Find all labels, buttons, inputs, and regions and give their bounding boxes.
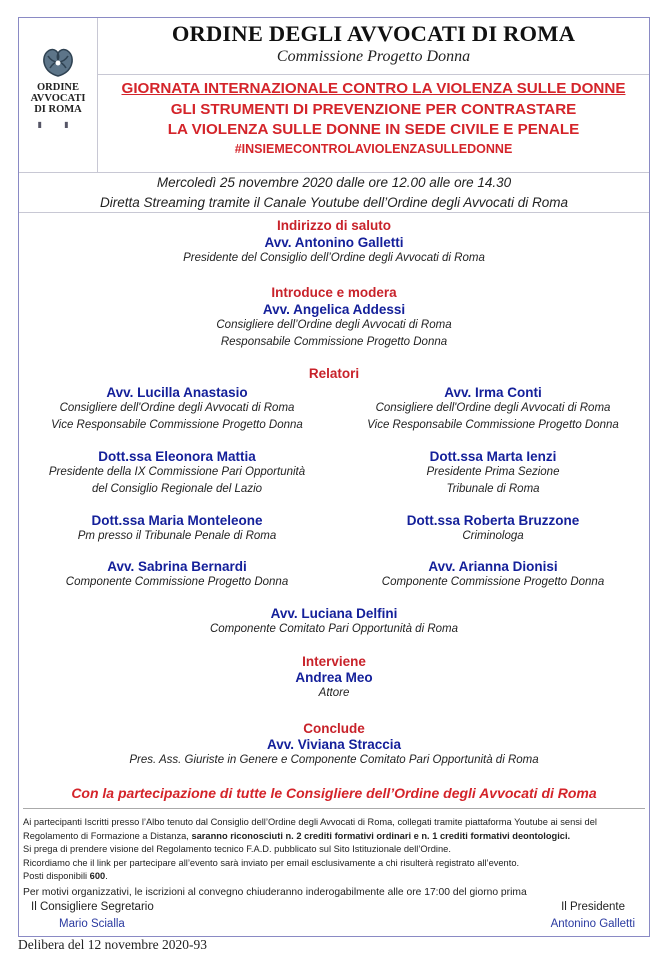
- person-name: Avv. Sabrina Bernardi: [107, 559, 247, 574]
- logo-marks-icon: ▮ ▮: [37, 120, 79, 129]
- person-role: Componente Commissione Progetto Donna: [65, 576, 289, 588]
- person-role: Pres. Ass. Giuriste in Genere e Componente Comitato Pari Opportunità di Roma: [129, 754, 539, 766]
- title-cell: [98, 18, 649, 172]
- note-line: Ai partecipanti Iscritti presso l’Albo tenuto dal Consiglio dell’Ordine degli Avvocati di Roma, collegati tramite piattaforma Youtube ai sensi del: [23, 817, 597, 827]
- person-name: Avv. Angelica Addessi: [262, 302, 406, 317]
- section-label: Relatori: [308, 366, 360, 381]
- section-label: Introduce e modera: [271, 285, 397, 300]
- person-role: Presidente del Consiglio dell’Ordine degli Avvocati di Roma: [183, 252, 485, 264]
- person-name: Dott.ssa Roberta Bruzzone: [406, 513, 580, 528]
- subtitle: Commissione Progetto Donna: [276, 48, 471, 65]
- seats-label: Posti disponibili: [23, 871, 90, 882]
- person-name: Avv. Arianna Dionisi: [428, 559, 558, 574]
- flyer-frame: [18, 17, 650, 937]
- event-when: [19, 172, 649, 213]
- person-role: Componente Comitato Pari Opportunità di Roma: [209, 623, 458, 635]
- person-name: Avv. Antonino Galletti: [264, 235, 404, 250]
- person-role: Criminologa: [462, 530, 524, 542]
- topic-line-1: GLI STRUMENTI DI PREVENZIONE PER CONTRASTARE: [170, 101, 577, 118]
- hashtag: #INSIEMECONTROLAVIOLENZASULLEDONNE: [234, 142, 513, 156]
- speaker-card: [19, 606, 649, 638]
- speaker-card: [19, 513, 335, 545]
- note-line: Ricordiamo che il link per partecipare all’evento sarà inviato per email esclusivamente a chi risulterà registrato all’evento.: [23, 857, 520, 868]
- person-role: Consigliere dell'Ordine degli Avvocati di Roma: [375, 402, 611, 414]
- person-role: Presidente Prima Sezione: [426, 466, 560, 478]
- moderator-block: [19, 285, 649, 351]
- main-title: ORDINE DEGLI AVVOCATI DI ROMA: [171, 21, 576, 46]
- event-date: Mercoledì 25 novembre 2020 dalle ore 12.00 alle ore 14.30: [156, 175, 512, 190]
- note-line: Si prega di prendere visione del Regolamento tecnico F.A.D. pubblicato sul Sito Istituzionale dell’Ordine.: [23, 844, 451, 855]
- person-name: Avv. Viviana Straccia: [266, 737, 402, 752]
- logo-text-line: ORDINE: [36, 82, 79, 93]
- person-role: Attore: [318, 687, 350, 699]
- logo-text-line: AVVOCATI: [30, 93, 86, 104]
- logo-text-line: DI ROMA: [34, 104, 82, 115]
- person-name: Dott.ssa Eleonora Mattia: [98, 449, 256, 464]
- speaker-card: [19, 385, 335, 434]
- closing-note: Con la partecipazione di tutte le Consigliere dell’Ordine degli Avvocati di Roma: [71, 785, 597, 801]
- seats-line: [23, 870, 645, 884]
- speaker-card: [335, 385, 651, 434]
- person-name: Dott.ssa Marta Ienzi: [429, 449, 557, 464]
- person-role: del Consiglio Regionale del Lazio: [91, 483, 263, 495]
- person-role: Consigliere dell'Ordine degli Avvocati di Roma: [59, 402, 295, 414]
- person-name: Avv. Lucilla Anastasio: [106, 385, 248, 400]
- person-role: Consigliere dell’Ordine degli Avvocati di Roma: [216, 319, 452, 331]
- signature-title: Il Consigliere Segretario: [31, 901, 154, 913]
- knot-logo-icon: [39, 46, 77, 80]
- conclusion-block: [19, 721, 649, 769]
- person-role: Responsabile Commissione Progetto Donna: [220, 336, 448, 348]
- event-title: GIORNATA INTERNAZIONALE CONTRO LA VIOLENZA SULLE DONNE: [121, 80, 626, 97]
- topic-line-2: LA VIOLENZA SULLE DONNE IN SEDE CIVILE E PENALE: [167, 121, 580, 138]
- credits-text: saranno riconosciuti n. 2 crediti formativi ordinari e n. 1 crediti formativi deontologici.: [191, 830, 571, 841]
- person-role: Pm presso il Tribunale Penale di Roma: [77, 530, 277, 542]
- speaker-card: [335, 513, 651, 545]
- seats-suffix: .: [105, 871, 108, 882]
- person-role: Vice Responsabile Commissione Progetto Donna: [51, 419, 303, 431]
- greeting-block: [19, 218, 649, 267]
- person-role: Componente Commissione Progetto Donna: [381, 576, 605, 588]
- speakers-label-block: [19, 366, 649, 381]
- logo-cell: [19, 18, 98, 172]
- person-name: Avv. Irma Conti: [444, 385, 542, 400]
- president-signature: [551, 899, 635, 933]
- section-label: Interviene: [302, 654, 366, 669]
- seats-value: 600: [89, 871, 106, 882]
- divider: [23, 808, 645, 809]
- secretary-signature: [31, 899, 154, 933]
- speaker-card: [335, 449, 651, 498]
- person-role: Presidente della IX Commissione Pari Opportunità: [48, 466, 306, 478]
- speaker-card: [335, 559, 651, 591]
- header: [19, 18, 649, 173]
- delibera-note: Delibera del 12 novembre 2020-93: [18, 937, 207, 952]
- note-text: Regolamento di Formazione a Distanza,: [23, 830, 192, 841]
- speaker-card: [19, 449, 335, 498]
- speaker-card: [19, 559, 335, 591]
- person-role: Tribunale di Roma: [446, 483, 540, 495]
- person-name: Avv. Luciana Delfini: [270, 606, 398, 621]
- section-label: Indirizzo di saluto: [277, 218, 391, 233]
- event-stream: Diretta Streaming tramite il Canale Youtube dell’Ordine degli Avvocati di Roma: [100, 195, 568, 210]
- person-role: Vice Responsabile Commissione Progetto Donna: [367, 419, 619, 431]
- signature-name: Antonino Galletti: [550, 918, 635, 930]
- notes-block: [23, 816, 645, 900]
- person-name: Andrea Meo: [295, 670, 373, 685]
- note-line: [23, 830, 645, 844]
- deadline-note: Per motivi organizzativi, le iscrizioni al convegno chiuderanno inderogabilmente alle ore 17:00 del giorno prima: [23, 886, 527, 898]
- intervention-block: [19, 654, 649, 702]
- signature-title: Il Presidente: [561, 901, 625, 913]
- section-label: Conclude: [303, 721, 365, 736]
- person-name: Dott.ssa Maria Monteleone: [91, 513, 263, 528]
- signature-name: Mario Scialla: [59, 918, 125, 930]
